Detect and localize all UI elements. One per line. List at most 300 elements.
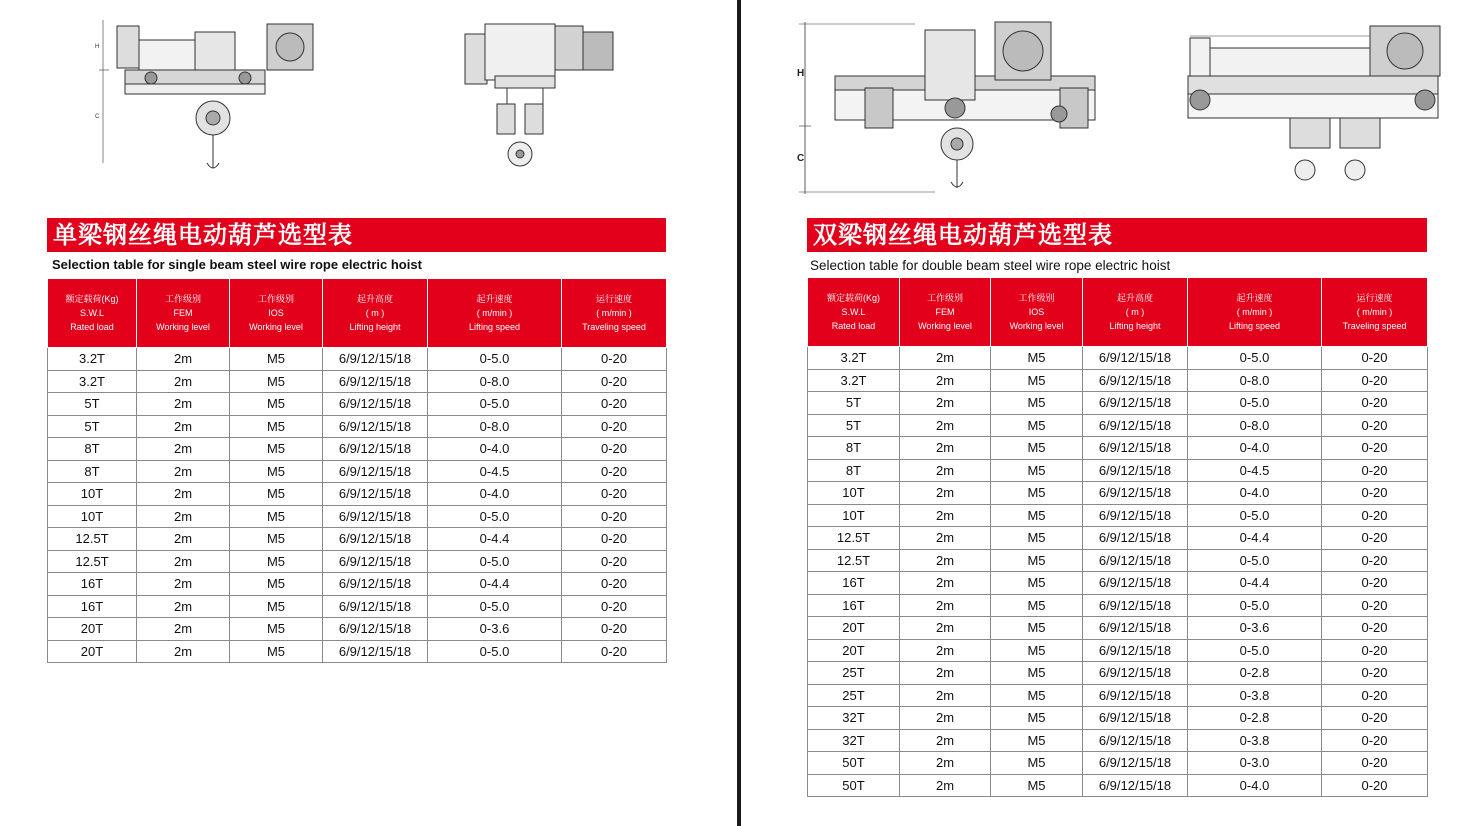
header-lifting-speed <box>1188 278 1322 347</box>
table-header-row <box>48 279 667 348</box>
header-line: 额定载荷(Kg) <box>65 294 119 304</box>
cell-lifting-speed: 0-4.0 <box>1188 774 1322 797</box>
cell-ios-working-level: M5 <box>230 460 323 483</box>
header-line: Rated load <box>831 321 876 331</box>
header-line: 起升高度 <box>356 294 393 304</box>
table-row <box>48 370 667 393</box>
cell-lifting-height: 6/9/12/15/18 <box>323 460 428 483</box>
cell-ios-working-level: M5 <box>991 527 1083 550</box>
cell-traveling-speed: 0-20 <box>562 595 667 618</box>
cell-ios-working-level: M5 <box>230 415 323 438</box>
header-ios-working-level <box>230 279 323 348</box>
cell-lifting-speed: 0-8.0 <box>428 415 562 438</box>
cell-fem-working-level: 2m <box>137 438 230 461</box>
cell-lifting-height: 6/9/12/15/18 <box>323 483 428 506</box>
cell-lifting-height: 6/9/12/15/18 <box>1083 482 1188 505</box>
header-line: Working level <box>156 322 210 332</box>
cell-lifting-speed: 0-3.8 <box>1188 684 1322 707</box>
header-traveling-speed <box>562 279 667 348</box>
cell-traveling-speed: 0-20 <box>1322 347 1428 370</box>
cell-ios-working-level: M5 <box>991 662 1083 685</box>
cell-lifting-speed: 0-8.0 <box>1188 369 1322 392</box>
cell-fem-working-level: 2m <box>900 347 991 370</box>
table-header-row <box>808 278 1428 347</box>
table-row <box>48 393 667 416</box>
cell-traveling-speed: 0-20 <box>562 528 667 551</box>
cell-rated-load: 32T <box>808 729 900 752</box>
table-header <box>48 279 667 348</box>
cell-traveling-speed: 0-20 <box>562 483 667 506</box>
cell-lifting-height: 6/9/12/15/18 <box>1083 369 1188 392</box>
header-line: IOS <box>268 308 284 318</box>
cell-lifting-height: 6/9/12/15/18 <box>1083 437 1188 460</box>
cell-traveling-speed: 0-20 <box>562 370 667 393</box>
cell-ios-working-level: M5 <box>230 595 323 618</box>
cell-fem-working-level: 2m <box>137 370 230 393</box>
table-row <box>48 618 667 641</box>
cell-ios-working-level: M5 <box>230 438 323 461</box>
cell-ios-working-level: M5 <box>230 528 323 551</box>
cell-rated-load: 10T <box>808 504 900 527</box>
cell-traveling-speed: 0-20 <box>562 415 667 438</box>
cell-traveling-speed: 0-20 <box>562 618 667 641</box>
cell-ios-working-level: M5 <box>991 549 1083 572</box>
table-row <box>808 729 1428 752</box>
cell-fem-working-level: 2m <box>137 550 230 573</box>
cell-fem-working-level: 2m <box>137 460 230 483</box>
double-beam-end-drawing <box>1180 18 1450 188</box>
cell-traveling-speed: 0-20 <box>1322 639 1428 662</box>
cell-ios-working-level: M5 <box>991 707 1083 730</box>
table-row <box>808 662 1428 685</box>
cell-fem-working-level: 2m <box>137 618 230 641</box>
header-fem-working-level <box>900 278 991 347</box>
cell-lifting-height: 6/9/12/15/18 <box>1083 707 1188 730</box>
cell-fem-working-level: 2m <box>137 483 230 506</box>
double-beam-title-bar <box>807 218 1427 252</box>
cell-rated-load: 8T <box>48 460 137 483</box>
cell-lifting-height: 6/9/12/15/18 <box>1083 752 1188 775</box>
cell-traveling-speed: 0-20 <box>562 348 667 371</box>
cell-rated-load: 32T <box>808 707 900 730</box>
cell-rated-load: 3.2T <box>808 347 900 370</box>
header-line: 起升速度 <box>476 294 513 304</box>
cell-lifting-speed: 0-4.0 <box>428 483 562 506</box>
cell-ios-working-level: M5 <box>230 573 323 596</box>
cell-fem-working-level: 2m <box>137 348 230 371</box>
cell-traveling-speed: 0-20 <box>562 393 667 416</box>
header-line: Lifting speed <box>1228 321 1281 331</box>
header-traveling-speed <box>1322 278 1428 347</box>
table-row <box>48 528 667 551</box>
cell-traveling-speed: 0-20 <box>562 640 667 663</box>
cell-lifting-speed: 0-5.0 <box>1188 504 1322 527</box>
header-line: Lifting speed <box>468 322 521 332</box>
cell-lifting-height: 6/9/12/15/18 <box>323 505 428 528</box>
cell-lifting-height: 6/9/12/15/18 <box>1083 639 1188 662</box>
cell-traveling-speed: 0-20 <box>1322 527 1428 550</box>
cell-lifting-speed: 0-4.0 <box>1188 482 1322 505</box>
cell-lifting-speed: 0-4.5 <box>1188 459 1322 482</box>
table-row <box>808 752 1428 775</box>
header-line: Traveling speed <box>582 322 646 332</box>
table-row <box>48 415 667 438</box>
cell-rated-load: 8T <box>808 437 900 460</box>
table-row <box>808 684 1428 707</box>
header-line: 额定载荷(Kg) <box>826 293 880 303</box>
cell-ios-working-level: M5 <box>230 640 323 663</box>
header-line: ( m/min ) <box>1236 307 1273 317</box>
cell-lifting-height: 6/9/12/15/18 <box>323 640 428 663</box>
single-beam-side-drawing <box>95 18 325 178</box>
cell-lifting-speed: 0-3.8 <box>1188 729 1322 752</box>
header-line: Traveling speed <box>1342 321 1407 331</box>
cell-rated-load: 3.2T <box>48 348 137 371</box>
table-row <box>808 594 1428 617</box>
cell-lifting-height: 6/9/12/15/18 <box>323 415 428 438</box>
cell-ios-working-level: M5 <box>230 618 323 641</box>
cell-ios-working-level: M5 <box>230 505 323 528</box>
header-line: ( m ) <box>1125 307 1145 317</box>
cell-fem-working-level: 2m <box>900 752 991 775</box>
cell-lifting-height: 6/9/12/15/18 <box>1083 549 1188 572</box>
table-row <box>48 595 667 618</box>
cell-rated-load: 12.5T <box>808 527 900 550</box>
table-row <box>48 460 667 483</box>
table-row <box>808 617 1428 640</box>
header-line: Lifting height <box>1109 321 1161 331</box>
cell-ios-working-level: M5 <box>991 617 1083 640</box>
table-row <box>808 549 1428 572</box>
cell-fem-working-level: 2m <box>900 392 991 415</box>
table-row <box>808 482 1428 505</box>
cell-traveling-speed: 0-20 <box>1322 482 1428 505</box>
cell-lifting-height: 6/9/12/15/18 <box>323 550 428 573</box>
cell-rated-load: 12.5T <box>808 549 900 572</box>
cell-lifting-speed: 0-4.0 <box>1188 437 1322 460</box>
cell-traveling-speed: 0-20 <box>562 505 667 528</box>
cell-rated-load: 12.5T <box>48 528 137 551</box>
single-beam-title: 单梁钢丝绳电动葫芦选型表 <box>53 221 353 249</box>
cell-fem-working-level: 2m <box>137 528 230 551</box>
cell-lifting-height: 6/9/12/15/18 <box>323 618 428 641</box>
cell-fem-working-level: 2m <box>900 459 991 482</box>
header-line: S.W.L <box>841 307 866 317</box>
cell-rated-load: 5T <box>48 415 137 438</box>
cell-traveling-speed: 0-20 <box>1322 572 1428 595</box>
cell-lifting-height: 6/9/12/15/18 <box>1083 414 1188 437</box>
cell-lifting-height: 6/9/12/15/18 <box>323 528 428 551</box>
header-lifting-height <box>323 279 428 348</box>
double-beam-selection-table <box>807 277 1428 797</box>
cell-traveling-speed: 0-20 <box>1322 414 1428 437</box>
cell-fem-working-level: 2m <box>900 684 991 707</box>
table-row <box>808 527 1428 550</box>
cell-rated-load: 5T <box>808 392 900 415</box>
single-beam-end-drawing <box>455 14 625 179</box>
single-beam-title-bar <box>47 218 666 252</box>
cell-lifting-speed: 0-5.0 <box>1188 347 1322 370</box>
cell-traveling-speed: 0-20 <box>562 438 667 461</box>
cell-lifting-height: 6/9/12/15/18 <box>1083 347 1188 370</box>
table-row <box>808 639 1428 662</box>
header-line: 工作级别 <box>1018 293 1055 303</box>
cell-fem-working-level: 2m <box>137 573 230 596</box>
cell-ios-working-level: M5 <box>991 594 1083 617</box>
cell-lifting-speed: 0-5.0 <box>428 505 562 528</box>
cell-ios-working-level: M5 <box>991 752 1083 775</box>
cell-rated-load: 20T <box>808 639 900 662</box>
cell-lifting-speed: 0-4.4 <box>1188 572 1322 595</box>
cell-lifting-speed: 0-8.0 <box>1188 414 1322 437</box>
cell-rated-load: 50T <box>808 774 900 797</box>
table-row <box>48 573 667 596</box>
cell-ios-working-level: M5 <box>991 504 1083 527</box>
header-line: 起升速度 <box>1236 293 1273 303</box>
header-line: FEM <box>173 308 193 318</box>
cell-lifting-speed: 0-2.8 <box>1188 662 1322 685</box>
cell-lifting-speed: 0-3.6 <box>1188 617 1322 640</box>
cell-fem-working-level: 2m <box>900 504 991 527</box>
table-row <box>48 438 667 461</box>
cell-traveling-speed: 0-20 <box>1322 662 1428 685</box>
cell-ios-working-level: M5 <box>991 347 1083 370</box>
cell-rated-load: 10T <box>808 482 900 505</box>
double-beam-side-drawing <box>795 16 1115 201</box>
page-divider <box>737 0 741 826</box>
table-row <box>808 414 1428 437</box>
table-header <box>808 278 1428 347</box>
header-line: ( m/min ) <box>476 308 513 318</box>
cell-traveling-speed: 0-20 <box>1322 729 1428 752</box>
table-row <box>48 640 667 663</box>
cell-ios-working-level: M5 <box>230 370 323 393</box>
header-line: 工作级别 <box>926 293 963 303</box>
cell-fem-working-level: 2m <box>900 707 991 730</box>
cell-traveling-speed: 0-20 <box>562 550 667 573</box>
double-beam-subtitle: Selection table for double beam steel wire rope electric hoist <box>810 258 1171 273</box>
cell-rated-load: 50T <box>808 752 900 775</box>
cell-ios-working-level: M5 <box>230 348 323 371</box>
cell-rated-load: 10T <box>48 505 137 528</box>
table-row <box>48 550 667 573</box>
cell-fem-working-level: 2m <box>137 505 230 528</box>
header-line: IOS <box>1028 307 1045 317</box>
table-body <box>808 347 1428 797</box>
cell-rated-load: 8T <box>48 438 137 461</box>
cell-lifting-height: 6/9/12/15/18 <box>1083 684 1188 707</box>
cell-rated-load: 25T <box>808 662 900 685</box>
drawing-label-c: C <box>95 114 100 120</box>
cell-ios-working-level: M5 <box>991 459 1083 482</box>
cell-lifting-speed: 0-5.0 <box>428 348 562 371</box>
cell-rated-load: 3.2T <box>808 369 900 392</box>
cell-rated-load: 8T <box>808 459 900 482</box>
cell-traveling-speed: 0-20 <box>1322 684 1428 707</box>
cell-lifting-speed: 0-5.0 <box>428 640 562 663</box>
cell-lifting-height: 6/9/12/15/18 <box>323 573 428 596</box>
cell-lifting-height: 6/9/12/15/18 <box>1083 527 1188 550</box>
cell-lifting-speed: 0-5.0 <box>1188 392 1322 415</box>
cell-traveling-speed: 0-20 <box>1322 392 1428 415</box>
cell-rated-load: 12.5T <box>48 550 137 573</box>
cell-lifting-speed: 0-5.0 <box>428 595 562 618</box>
cell-traveling-speed: 0-20 <box>1322 594 1428 617</box>
cell-ios-working-level: M5 <box>991 414 1083 437</box>
cell-ios-working-level: M5 <box>230 393 323 416</box>
table-row <box>808 392 1428 415</box>
header-line: 运行速度 <box>1356 293 1393 303</box>
table-row <box>808 774 1428 797</box>
cell-traveling-speed: 0-20 <box>1322 504 1428 527</box>
header-line: Rated load <box>70 322 114 332</box>
cell-traveling-speed: 0-20 <box>1322 369 1428 392</box>
table-row <box>808 572 1428 595</box>
cell-traveling-speed: 0-20 <box>1322 752 1428 775</box>
double-beam-title: 双梁钢丝绳电动葫芦选型表 <box>813 221 1113 249</box>
cell-fem-working-level: 2m <box>900 729 991 752</box>
cell-fem-working-level: 2m <box>900 617 991 640</box>
table-row <box>48 348 667 371</box>
cell-rated-load: 3.2T <box>48 370 137 393</box>
drawing-label-h: H <box>95 44 100 50</box>
cell-fem-working-level: 2m <box>900 639 991 662</box>
cell-fem-working-level: 2m <box>137 640 230 663</box>
cell-rated-load: 10T <box>48 483 137 506</box>
cell-ios-working-level: M5 <box>991 639 1083 662</box>
single-beam-subtitle: Selection table for single beam steel wire rope electric hoist <box>52 257 422 272</box>
cell-lifting-speed: 0-5.0 <box>428 393 562 416</box>
cell-lifting-height: 6/9/12/15/18 <box>323 348 428 371</box>
cell-ios-working-level: M5 <box>230 550 323 573</box>
cell-ios-working-level: M5 <box>991 572 1083 595</box>
header-line: 工作级别 <box>257 294 294 304</box>
cell-lifting-speed: 0-4.4 <box>428 573 562 596</box>
cell-lifting-speed: 0-5.0 <box>1188 549 1322 572</box>
cell-ios-working-level: M5 <box>991 729 1083 752</box>
cell-fem-working-level: 2m <box>900 594 991 617</box>
header-line: FEM <box>935 307 955 317</box>
cell-lifting-speed: 0-3.6 <box>428 618 562 641</box>
drawing-label-h: H <box>797 68 805 79</box>
cell-lifting-height: 6/9/12/15/18 <box>1083 572 1188 595</box>
header-line: 运行速度 <box>595 294 632 304</box>
cell-lifting-height: 6/9/12/15/18 <box>1083 504 1188 527</box>
cell-lifting-speed: 0-3.0 <box>1188 752 1322 775</box>
cell-fem-working-level: 2m <box>900 527 991 550</box>
cell-rated-load: 5T <box>808 414 900 437</box>
cell-rated-load: 25T <box>808 684 900 707</box>
cell-ios-working-level: M5 <box>230 483 323 506</box>
cell-fem-working-level: 2m <box>900 414 991 437</box>
cell-lifting-speed: 0-5.0 <box>428 550 562 573</box>
cell-fem-working-level: 2m <box>900 482 991 505</box>
header-line: Lifting height <box>349 322 401 332</box>
cell-lifting-speed: 0-4.0 <box>428 438 562 461</box>
cell-rated-load: 20T <box>48 618 137 641</box>
cell-rated-load: 20T <box>48 640 137 663</box>
table-row <box>808 347 1428 370</box>
cell-lifting-height: 6/9/12/15/18 <box>1083 392 1188 415</box>
table-row <box>808 369 1428 392</box>
cell-lifting-height: 6/9/12/15/18 <box>1083 594 1188 617</box>
single-beam-selection-table <box>47 278 667 663</box>
header-rated-load <box>808 278 900 347</box>
cell-traveling-speed: 0-20 <box>1322 707 1428 730</box>
cell-fem-working-level: 2m <box>900 774 991 797</box>
header-line: S.W.L <box>79 308 104 318</box>
cell-lifting-height: 6/9/12/15/18 <box>1083 662 1188 685</box>
cell-lifting-height: 6/9/12/15/18 <box>1083 774 1188 797</box>
table-row <box>808 707 1428 730</box>
cell-rated-load: 16T <box>48 573 137 596</box>
cell-traveling-speed: 0-20 <box>562 573 667 596</box>
cell-fem-working-level: 2m <box>900 662 991 685</box>
cell-fem-working-level: 2m <box>900 369 991 392</box>
header-line: ( m/min ) <box>596 308 632 318</box>
header-line: 起升高度 <box>1116 293 1153 303</box>
cell-traveling-speed: 0-20 <box>562 460 667 483</box>
cell-lifting-speed: 0-5.0 <box>1188 639 1322 662</box>
table-row <box>48 483 667 506</box>
cell-lifting-speed: 0-4.5 <box>428 460 562 483</box>
header-rated-load <box>48 279 137 348</box>
cell-fem-working-level: 2m <box>900 437 991 460</box>
cell-lifting-height: 6/9/12/15/18 <box>1083 729 1188 752</box>
cell-lifting-speed: 0-5.0 <box>1188 594 1322 617</box>
header-line: Working level <box>249 322 303 332</box>
cell-rated-load: 16T <box>48 595 137 618</box>
table-body <box>48 348 667 663</box>
header-line: Working level <box>918 321 972 331</box>
table-row <box>48 505 667 528</box>
header-line: Working level <box>1009 321 1064 331</box>
cell-ios-working-level: M5 <box>991 369 1083 392</box>
cell-fem-working-level: 2m <box>137 595 230 618</box>
cell-lifting-height: 6/9/12/15/18 <box>323 438 428 461</box>
cell-fem-working-level: 2m <box>900 549 991 572</box>
cell-lifting-height: 6/9/12/15/18 <box>323 370 428 393</box>
header-line: ( m/min ) <box>1356 307 1393 317</box>
header-line: 工作级别 <box>164 294 201 304</box>
cell-ios-working-level: M5 <box>991 392 1083 415</box>
cell-traveling-speed: 0-20 <box>1322 459 1428 482</box>
cell-rated-load: 16T <box>808 572 900 595</box>
header-lifting-height <box>1083 278 1188 347</box>
table-row <box>808 459 1428 482</box>
table-row <box>808 504 1428 527</box>
cell-lifting-speed: 0-4.4 <box>428 528 562 551</box>
cell-ios-working-level: M5 <box>991 774 1083 797</box>
cell-lifting-height: 6/9/12/15/18 <box>1083 617 1188 640</box>
drawing-label-c: C <box>797 153 805 164</box>
header-line: ( m ) <box>365 308 385 318</box>
header-lifting-speed <box>428 279 562 348</box>
cell-fem-working-level: 2m <box>137 415 230 438</box>
cell-fem-working-level: 2m <box>900 572 991 595</box>
cell-traveling-speed: 0-20 <box>1322 549 1428 572</box>
cell-lifting-height: 6/9/12/15/18 <box>323 393 428 416</box>
header-ios-working-level <box>991 278 1083 347</box>
cell-lifting-speed: 0-8.0 <box>428 370 562 393</box>
cell-ios-working-level: M5 <box>991 482 1083 505</box>
cell-rated-load: 20T <box>808 617 900 640</box>
cell-rated-load: 16T <box>808 594 900 617</box>
cell-traveling-speed: 0-20 <box>1322 437 1428 460</box>
cell-lifting-height: 6/9/12/15/18 <box>1083 459 1188 482</box>
cell-fem-working-level: 2m <box>137 393 230 416</box>
cell-ios-working-level: M5 <box>991 437 1083 460</box>
